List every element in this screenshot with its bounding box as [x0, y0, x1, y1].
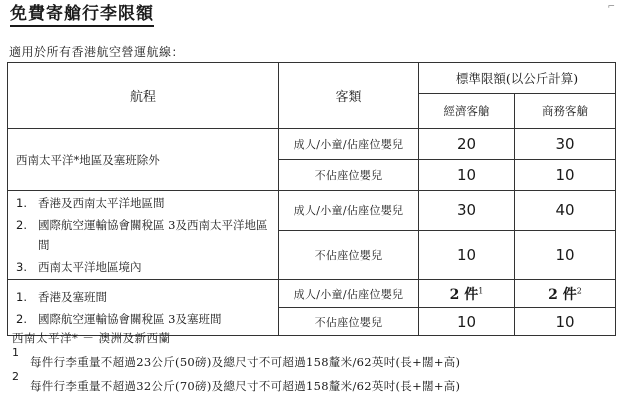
route-item-text: 香港及塞班間 — [38, 289, 107, 304]
subtitle: 適用於所有香港航空營運航線： — [9, 45, 185, 59]
route-item — [16, 215, 278, 255]
footnote-2-marker: 2 — [12, 370, 20, 383]
business-limit-cell: 40 — [515, 191, 616, 231]
business-limit-cell: 10 — [515, 160, 616, 191]
route-cell: 西南太平洋*地區及塞班除外 — [8, 129, 279, 191]
route-item-number: 1. — [16, 196, 27, 210]
asterisk-footnote: 西南太平洋* － 澳洲及新西蘭 — [12, 331, 171, 345]
route-list — [16, 287, 278, 329]
business-limit-cell — [515, 280, 616, 308]
footnote-1-text: 每件行李重量不超過23公斤(50磅)及總尺寸不可超過158釐米/62英吋(長+闊+高) — [30, 355, 461, 369]
economy-limit-cell: 20 — [419, 129, 515, 160]
business-limit-cell: 10 — [515, 230, 616, 279]
route-list — [16, 193, 278, 277]
footnote-ref-1: 1 — [478, 285, 484, 295]
page-title: 免費寄艙行李限額 — [10, 4, 154, 27]
footnote-ref-2: 2 — [576, 285, 582, 295]
economy-limit-cell: 10 — [419, 160, 515, 191]
route-item-text: 香港及西南太平洋地區間 — [38, 196, 165, 210]
route-cell — [8, 191, 279, 280]
table-row — [8, 191, 616, 231]
header-economy: 經濟客艙 — [419, 94, 515, 129]
header-passenger-type: 客類 — [279, 63, 419, 129]
table-header-row — [8, 63, 616, 94]
baggage-allowance-table — [7, 62, 616, 336]
business-limit-cell: 10 — [515, 308, 616, 336]
business-piece-count: 2 件 — [548, 286, 577, 303]
route-item — [16, 193, 278, 213]
route-item-text: 國際航空運輸協會關稅區 3及西南太平洋地區間 — [38, 218, 268, 252]
passenger-type-cell: 成人/小童/佔座位嬰兒 — [279, 129, 419, 160]
corner-mark: ⌐ — [607, 2, 615, 12]
passenger-type-cell: 成人/小童/佔座位嬰兒 — [279, 280, 419, 308]
route-item-number: 1. — [16, 289, 27, 304]
passenger-type-cell: 不佔座位嬰兒 — [279, 230, 419, 279]
route-item — [16, 287, 278, 307]
route-item — [16, 309, 278, 329]
table-row — [8, 280, 616, 308]
footnote-1-marker: 1 — [12, 346, 20, 359]
route-item — [16, 257, 278, 277]
economy-piece-count: 2 件 — [449, 286, 479, 303]
business-limit-cell: 30 — [515, 129, 616, 160]
route-item-number: 3. — [16, 260, 27, 274]
passenger-type-cell: 不佔座位嬰兒 — [279, 160, 419, 191]
passenger-type-cell: 成人/小童/佔座位嬰兒 — [279, 191, 419, 231]
route-item-number: 2. — [16, 218, 27, 232]
economy-limit-cell: 10 — [419, 308, 515, 336]
passenger-type-cell: 不佔座位嬰兒 — [279, 308, 419, 336]
header-business: 商務客艙 — [515, 94, 616, 129]
header-standard-limit: 標準限額(以公斤計算) — [419, 63, 616, 94]
route-item-text: 西南太平洋地區境內 — [38, 260, 142, 274]
footnote-2-text: 每件行李重量不超過32公斤(70磅)及總尺寸不可超過158釐米/62英吋(長+闊+高) — [30, 379, 461, 393]
route-item-text: 國際航空運輸協會關稅區 3及塞班間 — [38, 311, 222, 326]
header-route: 航程 — [8, 63, 279, 129]
table-row — [8, 129, 616, 160]
route-item-number: 2. — [16, 311, 27, 326]
economy-limit-cell — [419, 280, 515, 308]
economy-limit-cell: 30 — [419, 191, 515, 231]
route-cell — [8, 280, 279, 336]
economy-limit-cell: 10 — [419, 230, 515, 279]
